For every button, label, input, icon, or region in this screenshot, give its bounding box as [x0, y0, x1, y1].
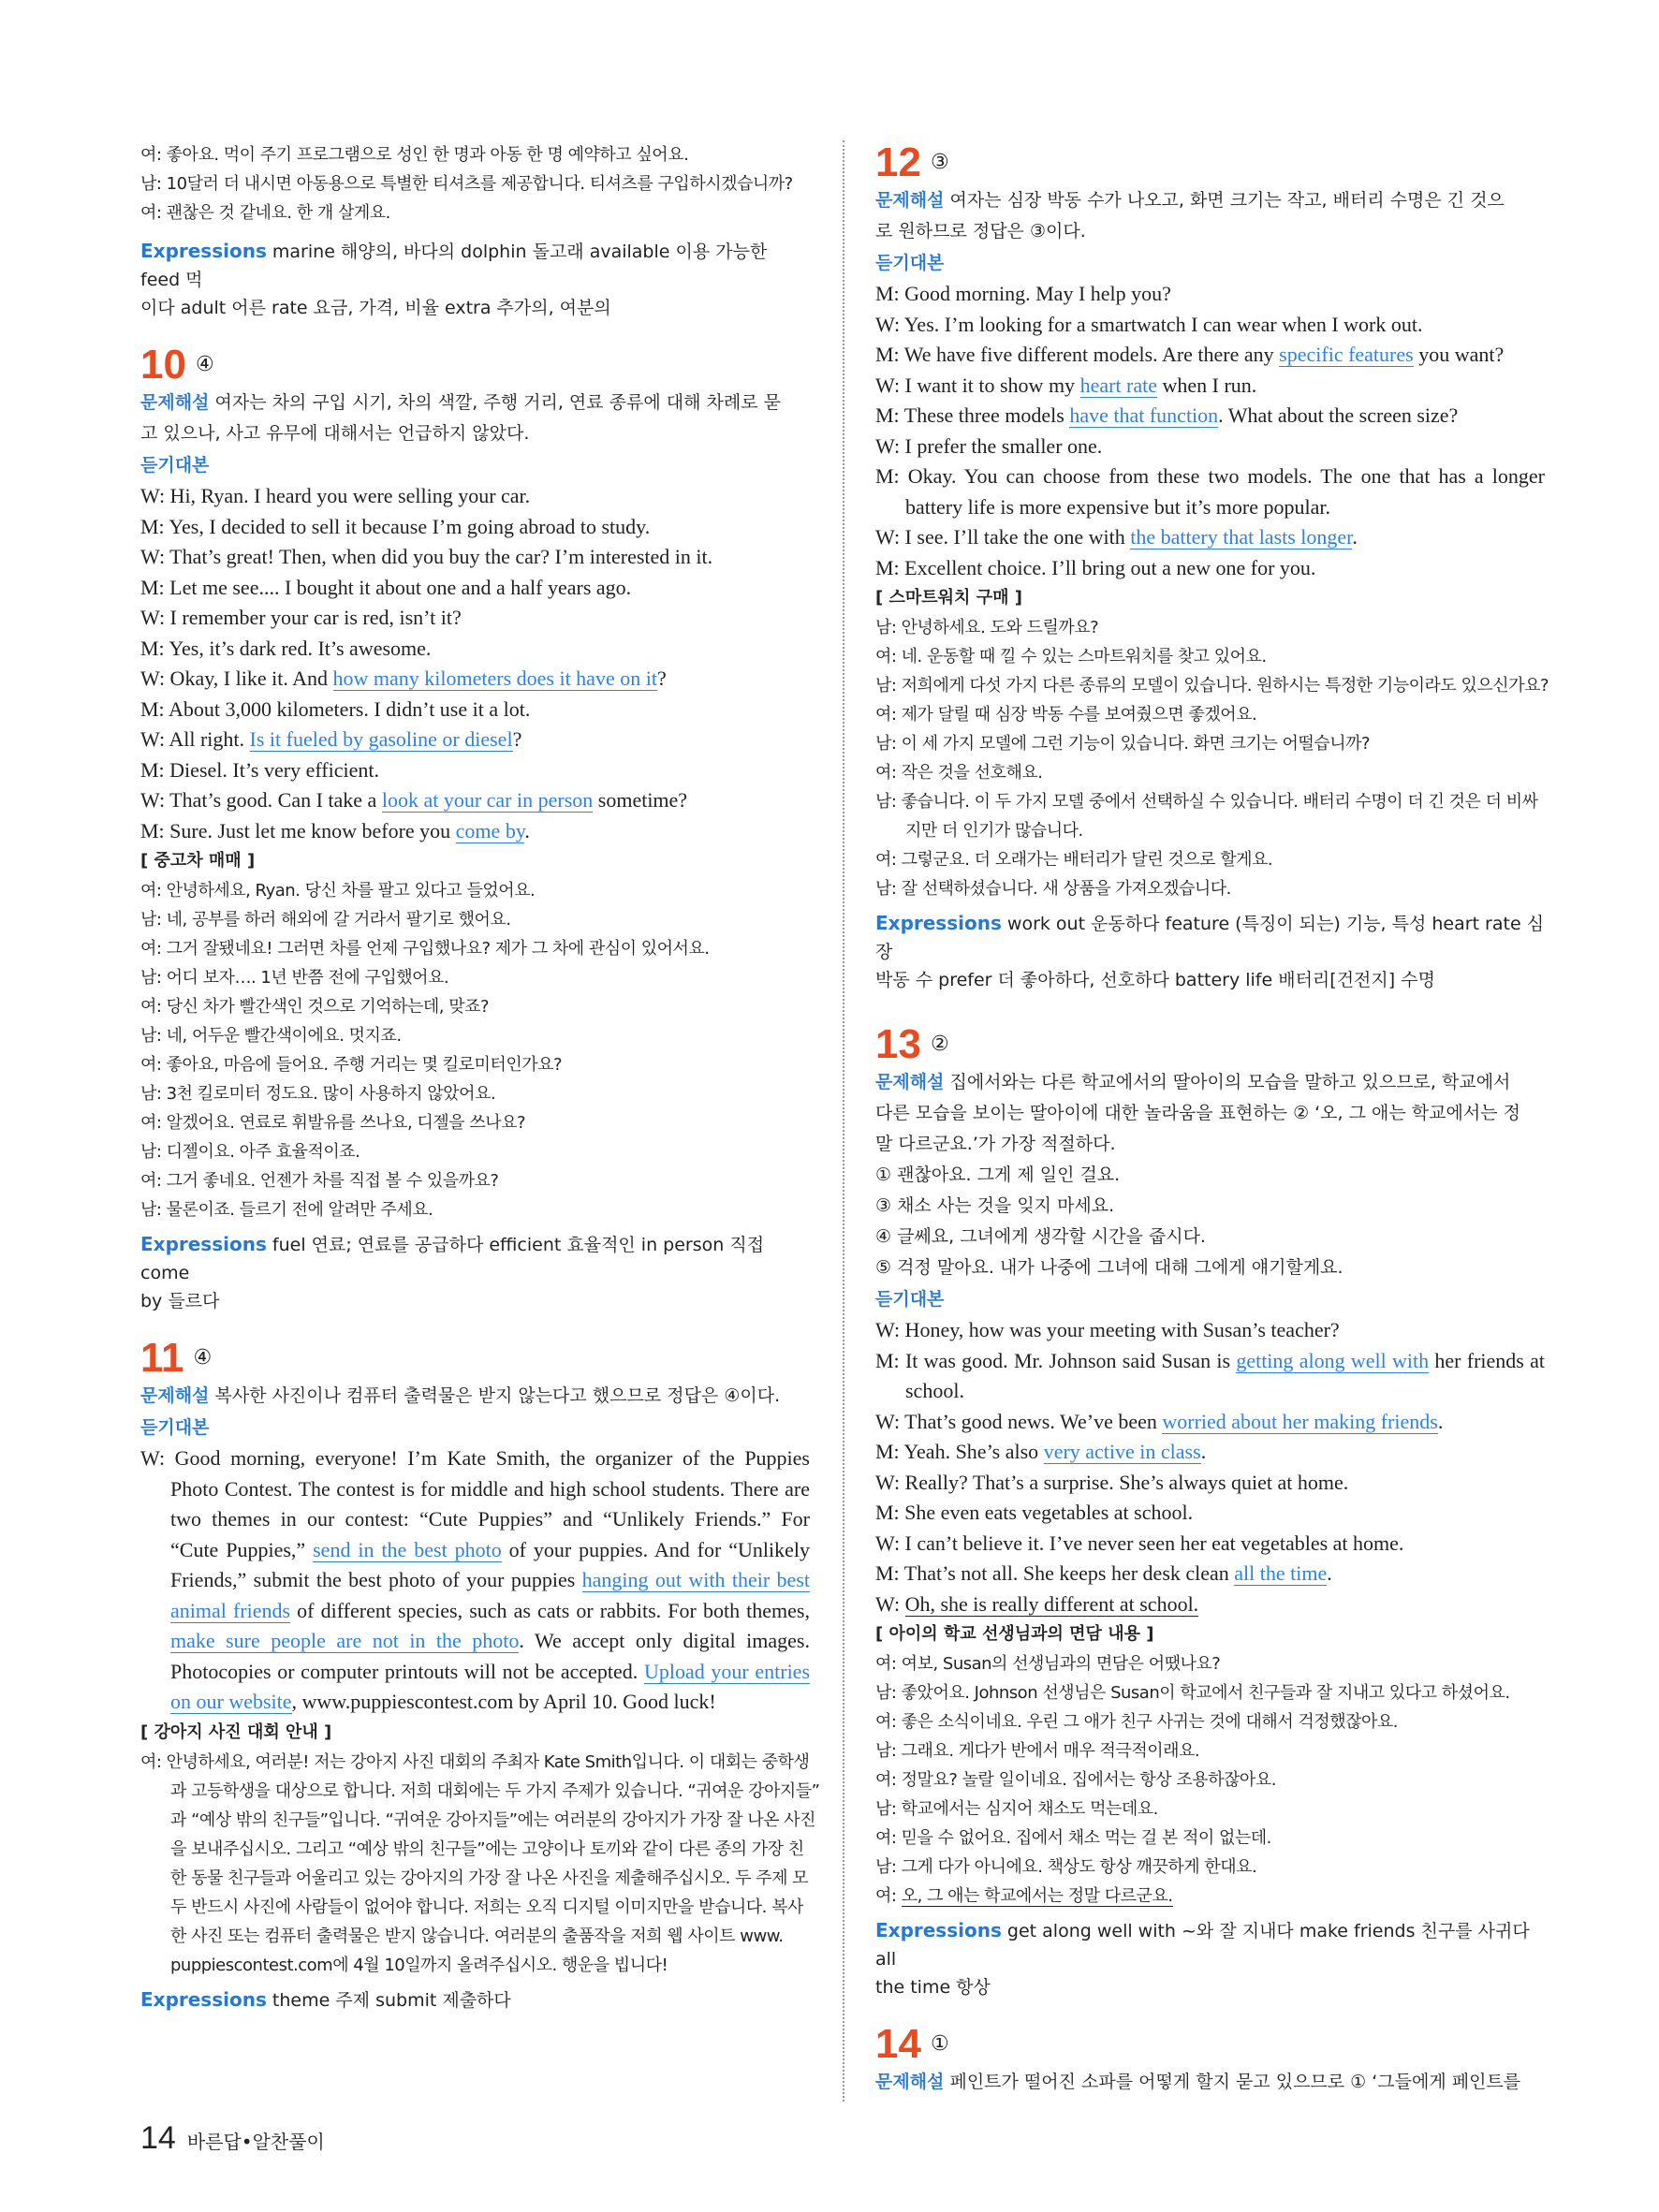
answer-mark: ③	[930, 151, 949, 174]
script-line: M: Yes, it’s dark red. It’s awesome.	[140, 636, 432, 660]
text: you want?	[1413, 343, 1505, 366]
expressions-text: theme 주제 submit 제출하다	[272, 1989, 511, 2011]
q9-translation	[140, 140, 810, 227]
ko-line: 여: 여보, Susan의 선생님과의 면담은 어땠나요?	[875, 1654, 1221, 1674]
answer-underline: Oh, she is really different at school.	[904, 1591, 1199, 1616]
highlight: all the time	[1234, 1561, 1328, 1585]
q14-header	[875, 2022, 1545, 2067]
ko-line: 여: 그거 잘됐네요! 그러면 차를 언제 구입했나요? 제가 그 차에 관심이 있어서요.	[140, 939, 710, 959]
option-line: ③ 채소 사는 것을 잊지 마세요.	[875, 1195, 1115, 1216]
script-label: 듣기대본	[140, 1417, 210, 1438]
text: M: Yeah. She’s also	[875, 1440, 1044, 1463]
script-line	[140, 725, 810, 755]
explain-text: 여자는 차의 구입 시기, 차의 색깔, 주행 거리, 연료 종류에 대해 차례로 묻	[214, 392, 781, 413]
script-line: W: Honey, how was your meeting with Susan’s teacher?	[875, 1318, 1340, 1341]
explain-text: 페인트가 떨어진 소파를 어떻게 할지 묻고 있으므로 ① ‘그들에게 페인트를	[949, 2072, 1521, 2092]
text: .	[1352, 525, 1358, 549]
text: W: I see. I’ll take the one with	[875, 525, 1131, 549]
text: W: Okay, I like it. And	[140, 667, 333, 690]
q11-explanation	[140, 1381, 810, 1412]
script-line: W: I prefer the smaller one.	[875, 433, 1103, 458]
q10-script	[140, 481, 810, 846]
text: ?	[512, 727, 522, 751]
page-number: 14	[140, 2120, 176, 2156]
script-label: 듣기대본	[140, 455, 210, 476]
ko-line: 여: 정말요? 놀랄 일이네요. 집에서는 항상 조용하잖아요.	[875, 1770, 1276, 1790]
right-column	[875, 139, 1549, 2098]
question-number: 12	[875, 139, 921, 185]
text: M: That’s not all. She keeps her desk clean	[875, 1561, 1235, 1585]
q13-explanation	[875, 1067, 1545, 1160]
text: sometime?	[593, 788, 688, 812]
option-line: ④ 글쎄요, 그녀에게 생각할 시간을 줍시다.	[875, 1226, 1206, 1247]
highlight: getting along well with	[1236, 1348, 1430, 1372]
highlight: make sure people are not in the photo	[170, 1629, 520, 1652]
question-number: 14	[875, 2021, 921, 2067]
expressions-text: marine 해양의, 바다의 dolphin 돌고래 available 이용 가능한 feed 먹	[140, 242, 768, 290]
q12-header	[875, 140, 1545, 185]
script-line: W: Really? That’s a surprise. She’s always quiet at home.	[875, 1470, 1349, 1494]
ko-line: 한 동물 친구들과 어울리고 있는 강아지의 가장 잘 나온 사진을 제출해주십시오. 두 주제 모	[170, 1868, 809, 1888]
ko-line: 여: 좋아요. 먹이 주기 프로그램으로 성인 한 명과 아동 한 명 예약하고 싶어요.	[140, 145, 689, 165]
text: of your puppies. And for “Unlikely Friends,” submit the best photo of your puppies	[170, 1537, 810, 1591]
text: ?	[656, 667, 667, 690]
text: .	[524, 818, 530, 842]
ko-line: 남: 물론이죠. 들르기 전에 알려만 주세요.	[140, 1200, 433, 1220]
text: W: I want it to show my	[875, 373, 1080, 397]
script-line	[875, 1559, 1545, 1589]
topic-bracket: [ 중고차 매매 ]	[140, 851, 256, 871]
expressions-label: Expressions	[875, 1919, 1002, 1941]
highlight: the battery that lasts longer	[1130, 525, 1353, 549]
explain-label: 문제해설	[875, 1072, 945, 1092]
ko-line: 남: 좋습니다. 이 두 가지 모델 중에서 선택하실 수 있습니다. 배터리 수명이 더 긴 것은 더 비싸	[875, 792, 1538, 812]
script-line	[875, 340, 1545, 371]
topic-bracket: [ 강아지 사진 대회 안내 ]	[140, 1721, 332, 1742]
expressions-text: work out 운동하다 feature (특징이 되는) 기능, 특성 heart rate 심장	[875, 914, 1545, 962]
ko-line: 여: 그거 좋네요. 언젠가 차를 직접 볼 수 있을까요?	[140, 1171, 499, 1191]
ko-line: 지만 더 인기가 많습니다.	[905, 821, 1083, 841]
q13-options	[875, 1160, 1545, 1283]
explain-text: 고 있으나, 사고 유무에 대해서는 언급하지 않았다.	[140, 423, 530, 444]
ko-line: 남: 학교에서는 심지어 채소도 먹는데요.	[875, 1799, 1158, 1819]
ko-line: 한 사진 또는 컴퓨터 출력물은 받지 않습니다. 여러분의 출품작을 저희 웹 사이트 www.	[170, 1926, 784, 1946]
script-label: 듣기대본	[875, 253, 945, 273]
book-title: 바른답•알찬풀이	[186, 2131, 325, 2153]
script-line: M: Excellent choice. I’ll bring out a new one for you.	[875, 555, 1316, 579]
highlight: come by	[455, 818, 525, 842]
text: . We accept only digital images. Photocopies or computer printouts will not be accepted.	[170, 1629, 810, 1683]
option-line: ① 괜찮아요. 그게 제 일인 걸요.	[875, 1165, 1121, 1185]
ko-line: 남: 10달러 더 내시면 아동용으로 특별한 티셔츠를 제공합니다. 티셔츠를 구입하시겠습니까?	[140, 174, 793, 194]
script-line: W: That’s great! Then, when did you buy the car? I’m interested in it.	[140, 545, 713, 568]
highlight: Is it fueled by gasoline or diesel	[249, 727, 513, 751]
highlight: worried about her making friends	[1162, 1409, 1438, 1433]
question-number: 11	[140, 1335, 184, 1381]
script-label: 듣기대본	[875, 1289, 945, 1310]
ko-line: 여: 알겠어요. 연료로 휘발유를 쓰나요, 디젤을 쓰나요?	[140, 1113, 526, 1133]
ko-line: 여: 그렇군요. 더 오래가는 배터리가 달린 것으로 할게요.	[875, 850, 1273, 870]
text: her friends at school.	[905, 1348, 1546, 1402]
script-line: W: Hi, Ryan. I heard you were selling your car.	[140, 484, 531, 507]
q12-expressions	[875, 909, 1545, 994]
expressions-text: the time 항상	[875, 1977, 991, 1998]
expressions-label: Expressions	[875, 912, 1002, 934]
highlight: send in the best photo	[313, 1537, 502, 1561]
q13-expressions	[875, 1916, 1545, 2001]
ko-line: 남: 좋았어요. Johnson 선생님은 Susan이 학교에서 친구들과 잘 지내고 있다고 하셨어요.	[875, 1683, 1510, 1703]
q10-explanation	[140, 388, 810, 449]
highlight: heart rate	[1079, 373, 1157, 397]
q11-script	[140, 1443, 810, 1718]
text: .	[1437, 1409, 1444, 1433]
ko-line: 여: 괜찮은 것 같네요. 한 개 살게요.	[140, 203, 390, 223]
ko-line: 여: 좋아요, 마음에 들어요. 주행 거리는 몇 킬로미터인가요?	[140, 1055, 563, 1075]
script-line: M: Okay. You can choose from these two models. The one that has a longer battery life is more expensive but it’s more popular.	[875, 464, 1545, 519]
ko-line: 과 “예상 밖의 친구들”입니다. “귀여운 강아지들”에는 여러분의 강아지가 가장 잘 나온 사진	[170, 1809, 816, 1830]
explain-label: 문제해설	[140, 392, 210, 413]
expressions-text: 박동 수 prefer 더 좋아하다, 선호하다 battery life 배터리[건전지] 수명	[875, 970, 1435, 990]
q10-expressions	[140, 1230, 810, 1315]
highlight: very active in class	[1043, 1440, 1201, 1463]
script-line	[875, 522, 1545, 553]
answer-mark: ①	[930, 2032, 949, 2056]
expressions-text: fuel 연료; 연료를 공급하다 efficient 효율적인 in person 직접 come	[140, 1235, 765, 1283]
script-line	[875, 371, 1545, 402]
ko-line	[875, 1882, 1545, 1911]
q13-translation	[875, 1649, 1545, 1911]
explain-label: 문제해설	[140, 1385, 210, 1406]
script-line: W: I remember your car is red, isn’t it?	[140, 606, 462, 629]
script-line	[875, 401, 1545, 432]
text: .	[1200, 1440, 1207, 1463]
ko-line: 두 반드시 사진에 사람들이 없어야 합니다. 저희는 오직 디지털 이미지만을 받습니다. 복사	[170, 1897, 803, 1917]
highlight: have that function	[1069, 403, 1219, 427]
script-line	[140, 664, 810, 695]
column-divider	[843, 140, 844, 2102]
expressions-text: 이다 adult 어른 rate 요금, 가격, 비율 extra 추가의, 여분의	[140, 298, 611, 318]
left-column	[140, 140, 820, 2014]
text: when I run.	[1157, 373, 1257, 397]
ko-line: 여: 당신 차가 빨간색인 것으로 기억하는데, 맞죠?	[140, 997, 490, 1017]
ko-line: 남: 잘 선택하셨습니다. 새 상품을 가져오겠습니다.	[875, 879, 1231, 899]
ko-line: 여: 네. 운동할 때 낄 수 있는 스마트워치를 찾고 있어요.	[875, 647, 1267, 667]
ko-line: 여: 작은 것을 선호해요.	[875, 763, 1043, 783]
text: W:	[875, 1591, 905, 1616]
q13-script	[875, 1315, 1545, 1619]
text: M: It was good. Mr. Johnson said Susan is	[875, 1348, 1237, 1372]
script-line: M: Diesel. It’s very efficient.	[140, 757, 379, 782]
text: M: Sure. Just let me know before you	[140, 818, 456, 842]
script-line	[875, 1407, 1545, 1438]
q10-translation	[140, 876, 810, 1224]
expressions-text: get along well with ~와 잘 지내다 make friends 친구를 사귀다 all	[875, 1921, 1530, 1970]
script-line: W: I can’t believe it. I’ve never seen her eat vegetables at home.	[875, 1531, 1404, 1555]
answer-underline: 오, 그 애는 학교에서는 정말 다르군요.	[901, 1886, 1173, 1906]
expressions-label: Expressions	[140, 1233, 267, 1255]
text: .	[1327, 1561, 1332, 1585]
expressions-label: Expressions	[140, 240, 267, 262]
highlight: Upload your entries on our website	[170, 1659, 811, 1713]
answer-mark: ②	[930, 1033, 949, 1056]
script-line: M: Good morning. May I help you?	[875, 282, 1171, 305]
ko-line: 남: 어디 보자…. 1년 반쯤 전에 구입했어요.	[140, 968, 449, 988]
q10-header	[140, 343, 810, 388]
explain-text: 다른 모습을 보이는 딸아이에 대한 놀라움을 표현하는 ② ‘오, 그 애는 학교에서는 정	[875, 1103, 1520, 1123]
text: W: All right.	[140, 727, 250, 751]
text: W: That’s good. Can I take a	[140, 788, 382, 812]
script-line: M: About 3,000 kilometers. I didn’t use it a lot.	[140, 696, 531, 721]
script-line: M: Let me see.... I bought it about one and a half years ago.	[140, 575, 632, 599]
ko-line: puppiescontest.com에 4월 10일까지 올려주십시오. 행운을 빕니다!	[170, 1955, 668, 1975]
ko-line: 여: 좋은 소식이네요. 우린 그 애가 친구 사귀는 것에 대해서 걱정했잖아요.	[875, 1712, 1398, 1732]
ko-line: 남: 네, 어두운 빨간색이에요. 멋지죠.	[140, 1026, 402, 1046]
text: M: These three models	[875, 403, 1070, 427]
q12-script	[875, 279, 1545, 583]
topic-bracket: [ 스마트워치 구매 ]	[875, 588, 1022, 608]
script-line: M: She even eats vegetables at school.	[875, 1501, 1194, 1524]
script-line	[875, 1589, 1545, 1620]
question-number: 13	[875, 1021, 921, 1067]
explain-text: 복사한 사진이나 컴퓨터 출력물은 받지 않는다고 했으므로 정답은 ④이다.	[214, 1385, 781, 1406]
answer-mark: ④	[195, 353, 214, 376]
ko-line: 여: 믿을 수 없어요. 집에서 채소 먹는 걸 본 적이 없는데.	[875, 1828, 1271, 1848]
explain-label: 문제해설	[875, 190, 945, 211]
text: W: Good morning, everyone! I’m Kate Smith, the organizer of the Puppies Photo Contest. The contest is for middle and high school students. There are two themes in our contest: “Cute Puppies” and “Unlikely Friends.” For “Cute Puppies,”	[140, 1446, 810, 1561]
ko-line: 남: 안녕하세요. 도와 드릴까요?	[875, 618, 1099, 637]
text: , www.puppiescontest.com by April 10. Good luck!	[291, 1690, 716, 1713]
answer-mark: ④	[193, 1346, 213, 1370]
script-line	[875, 1437, 1545, 1468]
q12-translation	[875, 613, 1549, 903]
ko-line: 남: 저희에게 다섯 가지 다른 종류의 모델이 있습니다. 원하시는 특정한 기능이라도 있으신가요?	[875, 676, 1549, 696]
page-footer	[140, 2120, 325, 2157]
ko-line: 과 고등학생을 대상으로 합니다. 저희 대회에는 두 가지 주제가 있습니다. “귀여운 강아지들”	[170, 1780, 820, 1801]
script-line: W: Yes. I’m looking for a smartwatch I can wear when I work out.	[875, 312, 1423, 336]
topic-bracket: [ 아이의 학교 선생님과의 면담 내용 ]	[875, 1624, 1154, 1644]
explain-label: 문제해설	[875, 2072, 945, 2092]
ko-line: 남: 3천 킬로미터 정도요. 많이 사용하지 않았어요.	[140, 1084, 496, 1104]
ko-line: 남: 그게 다가 아니에요. 책상도 항상 깨끗하게 한대요.	[875, 1857, 1257, 1877]
q12-explanation	[875, 185, 1545, 247]
script-line: M: Yes, I decided to sell it because I’m going abroad to study.	[140, 514, 651, 538]
expressions-text: by 들르다	[140, 1291, 220, 1311]
q11-translation	[140, 1748, 820, 1980]
highlight: look at your car in person	[381, 788, 594, 812]
ko-line: 남: 디젤이요. 아주 효율적이죠.	[140, 1142, 360, 1162]
script-line	[140, 785, 810, 816]
highlight: how many kilometers does it have on it	[332, 667, 657, 690]
text: of different species, such as cats or rabbits. For both themes,	[290, 1598, 810, 1622]
expressions-label: Expressions	[140, 1987, 267, 2011]
ko-line: 남: 그래요. 게다가 반에서 매우 적극적이래요.	[875, 1741, 1200, 1761]
ko-line: 을 보내주십시오. 그리고 “예상 밖의 친구들”에는 고양이나 토끼와 같이 다른 종의 가장 친	[170, 1838, 804, 1859]
highlight: specific features	[1279, 343, 1414, 366]
ko-line: 남: 이 세 가지 모델에 그런 기능이 있습니다. 화면 크기는 어떨습니까?	[875, 734, 1371, 754]
highlight: hanging out with their best animal friends	[170, 1568, 810, 1622]
ko-line: 여: 제가 달릴 때 심장 박동 수를 보여줬으면 좋겠어요.	[875, 705, 1257, 725]
q11-expressions	[140, 1985, 810, 2014]
text: M: We have five different models. Are there any	[875, 343, 1280, 366]
explain-text: 집에서와는 다른 학교에서의 딸아이의 모습을 말하고 있으므로, 학교에서	[949, 1072, 1511, 1092]
script-line	[140, 816, 810, 847]
explain-text: 로 원하므로 정답은 ③이다.	[875, 221, 1086, 242]
q14-explanation	[875, 2067, 1545, 2098]
q9-expressions	[140, 237, 810, 322]
question-number: 10	[140, 342, 186, 388]
q13-header	[875, 1022, 1545, 1067]
option-line: ⑤ 걱정 말아요. 내가 나중에 그녀에 대해 그에게 얘기할게요.	[875, 1257, 1343, 1278]
text: 여:	[875, 1886, 902, 1906]
q11-header	[140, 1336, 810, 1381]
explain-text: 여자는 심장 박동 수가 나오고, 화면 크기는 작고, 배터리 수명은 긴 것으	[949, 190, 1505, 211]
ko-line: 여: 안녕하세요, Ryan. 당신 차를 팔고 있다고 들었어요.	[140, 881, 536, 901]
ko-line: 남: 네, 공부를 하러 해외에 갈 거라서 팔기로 했어요.	[140, 910, 511, 930]
text: W: That’s good news. We’ve been	[875, 1409, 1163, 1433]
script-line	[875, 1346, 1545, 1407]
text: . What about the screen size?	[1218, 403, 1459, 427]
explain-text: 말 다르군요.’가 가장 적절하다.	[875, 1134, 1116, 1154]
ko-line: 여: 안녕하세요, 여러분! 저는 강아지 사진 대회의 주최자 Kate Smith입니다. 이 대회는 중학생	[140, 1751, 810, 1772]
